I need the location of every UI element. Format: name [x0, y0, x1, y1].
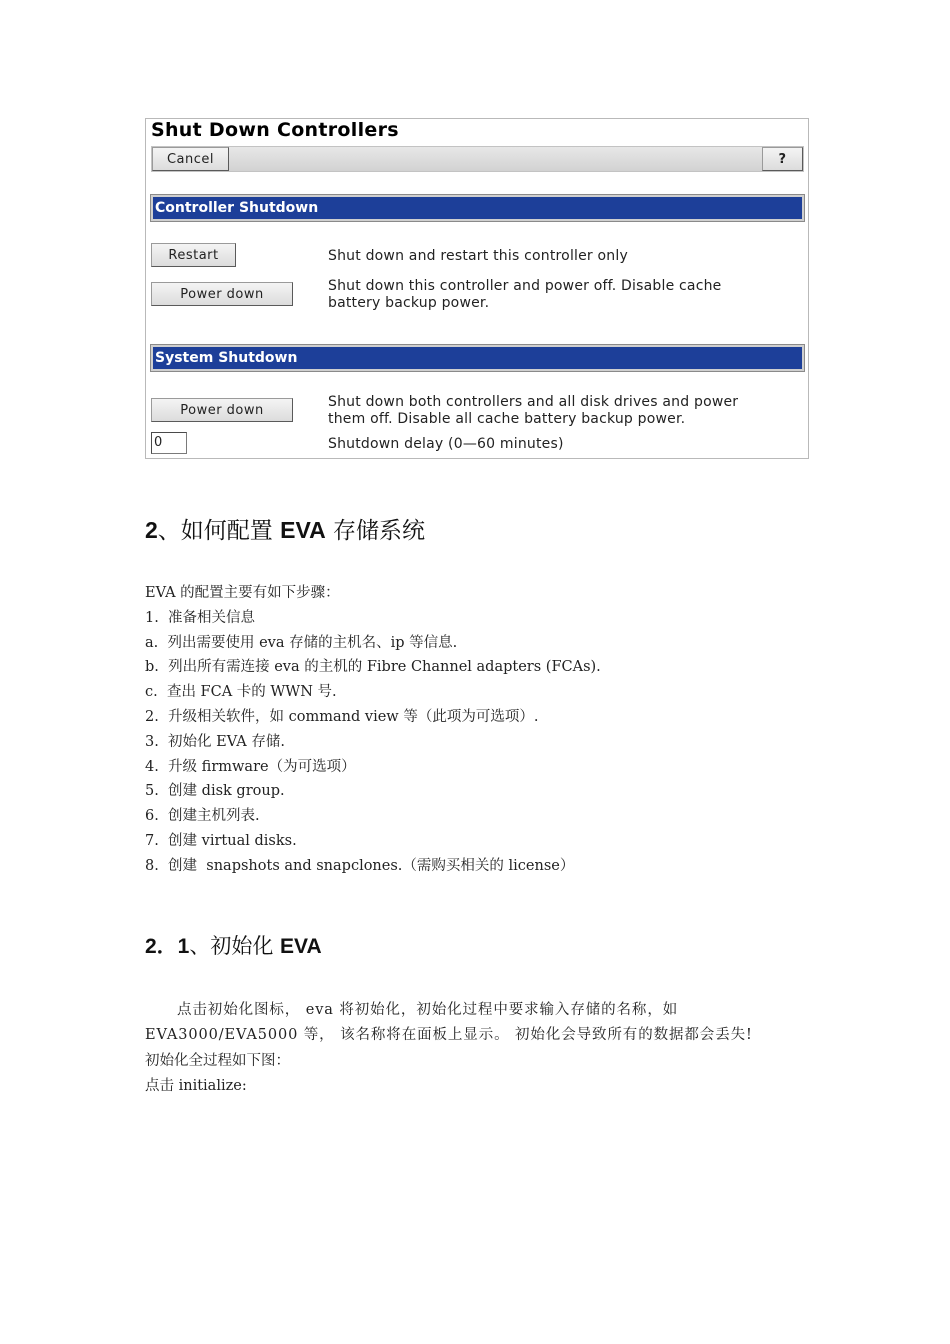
list-item: 1. 准备相关信息	[145, 609, 256, 626]
sub-heading	[145, 930, 322, 960]
after-line-2: 点击 initialize:	[145, 1077, 247, 1094]
sub-heading-number: 2．1	[145, 935, 190, 958]
shutdown-controllers-panel	[145, 118, 809, 459]
list-item: 2. 升级相关软件，如 command view 等（此项为可选项）.	[145, 708, 539, 725]
list-item: 6. 创建主机列表.	[145, 808, 260, 825]
panel-title: Shut Down Controllers	[151, 119, 399, 141]
controller-power-down-button[interactable]: Power down	[151, 282, 293, 306]
system-power-down-button[interactable]: Power down	[151, 398, 293, 422]
list-item: 3. 初始化 EVA 存储.	[145, 733, 285, 750]
system-shutdown-header: System Shutdown	[151, 345, 804, 371]
shutdown-delay-label: Shutdown delay (0—60 minutes)	[328, 436, 564, 452]
list-item: a. 列出需要使用 eva 存储的主机名、ip 等信息.	[145, 634, 458, 651]
section-heading-text: 、如何配置	[157, 518, 281, 544]
list-item: 8. 创建 snapshots and snapclones.（需购买相关的 license）	[145, 857, 575, 874]
list-item: 5. 创建 disk group.	[145, 783, 285, 800]
toolbar	[151, 146, 804, 172]
list-item: 7. 创建 virtual disks.	[145, 832, 297, 849]
list-item: 4. 升级 firmware（为可选项）	[145, 758, 356, 775]
restart-button[interactable]: Restart	[151, 243, 236, 267]
sub-heading-text: 、初始化	[189, 934, 281, 958]
section-heading-tail: 存储系统	[325, 518, 426, 544]
cancel-button[interactable]: Cancel	[152, 147, 229, 171]
controller-power-down-description: Shut down this controller and power off. Disable cache battery backup power.	[328, 278, 722, 311]
after-lines	[145, 1049, 290, 1099]
list-item: b. 列出所有需连接 eva 的主机的 Fibre Channel adapters (FCAs).	[145, 659, 601, 676]
controller-shutdown-header: Controller Shutdown	[151, 195, 804, 221]
init-paragraph: 点击初始化图标， eva 将初始化，初始化过程中要求输入存储的名称，如 EVA3000/EVA5000 等， 该名称将在面板上显示。 初始化会导致所有的数据都会丢失!	[145, 1002, 753, 1043]
shutdown-delay-input[interactable]: 0	[151, 432, 187, 454]
section-heading	[145, 512, 425, 545]
section-heading-number: 2	[145, 517, 158, 543]
system-power-down-description: Shut down both controllers and all disk drives and power them off. Disable all cache battery backup power.	[328, 394, 739, 427]
list-item: c. 查出 FCA 卡的 WWN 号.	[145, 684, 337, 701]
after-line-1: 初始化全过程如下图：	[145, 1053, 290, 1069]
section-heading-eva: EVA	[280, 517, 326, 543]
steps-list	[145, 581, 601, 879]
list-item: EVA 的配置主要有如下步骤：	[145, 585, 340, 601]
help-button[interactable]: ?	[762, 147, 803, 171]
restart-description: Shut down and restart this controller only	[328, 248, 628, 264]
sub-heading-eva: EVA	[280, 935, 322, 958]
